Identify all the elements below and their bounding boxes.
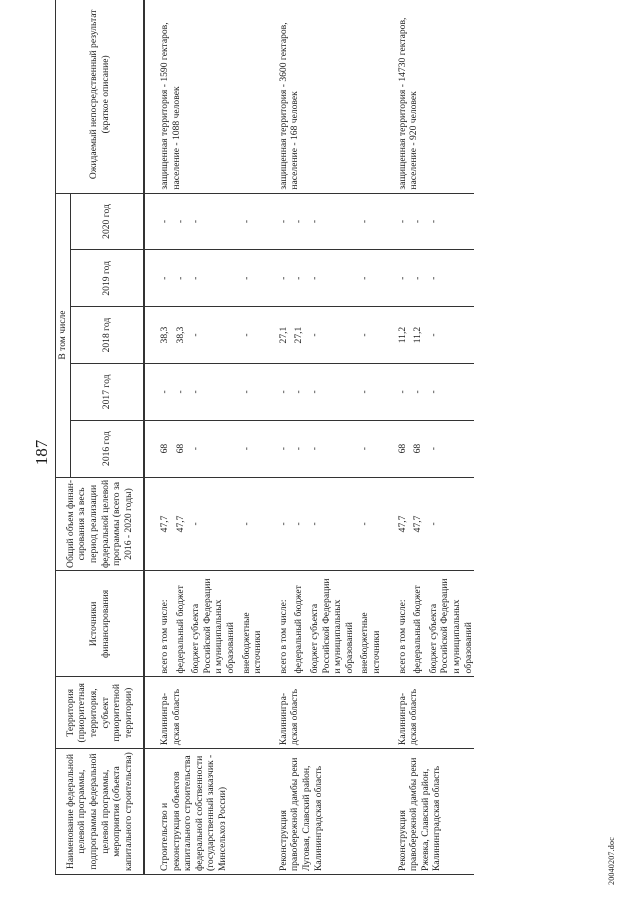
row-source: бюджет субъекта Российской Федерации и муниципальных образований xyxy=(186,571,236,677)
table-row xyxy=(144,0,171,875)
row-value-y2017: - xyxy=(355,363,382,420)
row-value-y2018: 27,1 xyxy=(264,307,290,364)
row-source: федеральный бюджет xyxy=(171,571,187,677)
row-name: Реконструкция правобережной дамбы реки Луговая, Славский район, Калининградская область xyxy=(264,749,383,875)
row-value-y2018: 11,2 xyxy=(408,307,424,364)
row-value-y2020: - xyxy=(383,193,409,250)
row-value-y2019: - xyxy=(408,250,424,307)
row-value-y2018: - xyxy=(424,307,474,364)
row-source: внебюджетные источники xyxy=(237,571,264,677)
row-value-total: 47,7 xyxy=(144,477,171,571)
header-total: Общий объем финан-сирования за весь период реализации федеральной целевой программы (всего за 2016 - 2020 годы) xyxy=(56,477,145,571)
row-value-y2019: - xyxy=(186,250,236,307)
row-value-y2016: - xyxy=(355,420,382,477)
row-value-y2019: - xyxy=(237,250,264,307)
header-including: В том числе xyxy=(56,193,71,477)
row-territory: Калинингра-дская область xyxy=(264,677,383,749)
row-value-y2018: - xyxy=(305,307,355,364)
row-value-y2017: - xyxy=(305,363,355,420)
row-value-total: 47,7 xyxy=(171,477,187,571)
row-value-y2017: - xyxy=(408,363,424,420)
row-value-y2016: 68 xyxy=(144,420,171,477)
header-territory: Территория (приоритетная территория, субъект приоритетной территории) xyxy=(56,677,145,749)
row-value-y2017: - xyxy=(424,363,474,420)
row-value-y2016: 68 xyxy=(383,420,409,477)
row-value-y2018: 11,2 xyxy=(383,307,409,364)
row-value-y2020: - xyxy=(408,193,424,250)
row-value-total: - xyxy=(237,477,264,571)
table-row xyxy=(264,0,290,875)
row-value-y2020: - xyxy=(171,193,187,250)
row-result: защищенная территория - 3600 гектаров, население - 168 человек xyxy=(264,0,383,193)
row-value-y2016: - xyxy=(305,420,355,477)
row-source: федеральный бюджет xyxy=(408,571,424,677)
row-value-y2019: - xyxy=(355,250,382,307)
row-value-y2018: - xyxy=(355,307,382,364)
row-value-y2016: 68 xyxy=(171,420,187,477)
header-name: Наименование федеральной целевой программы, подпрограммы федеральной целевой программы, мероприятия (объекта капитального строительства) xyxy=(56,749,145,875)
row-value-y2018: 27,1 xyxy=(289,307,305,364)
row-value-y2019: - xyxy=(289,250,305,307)
row-result: защищенная территория - 1590 гектаров, население - 1088 человек xyxy=(144,0,264,193)
row-value-y2016: - xyxy=(289,420,305,477)
page-number: 187 xyxy=(32,439,51,466)
row-source: всего в том числе: xyxy=(144,571,171,677)
row-value-y2019: - xyxy=(305,250,355,307)
row-source: бюджет субъекта Российской Федерации и муниципальных образований xyxy=(305,571,355,677)
row-value-y2019: - xyxy=(264,250,290,307)
header-year: 2019 год xyxy=(70,250,144,307)
row-value-y2017: - xyxy=(186,363,236,420)
row-source: бюджет субъекта Российской Федерации и муниципальных образований xyxy=(424,571,474,677)
row-value-y2018: - xyxy=(237,307,264,364)
row-value-y2019: - xyxy=(144,250,171,307)
row-value-y2017: - xyxy=(171,363,187,420)
row-value-y2019: - xyxy=(383,250,409,307)
row-name: Строительство и реконструкция объектов капитального строительства федеральной собственности (государственный заказчик - Минсельхоз России) xyxy=(144,749,264,875)
header-result: Ожидаемый непосредственный результат (краткое описание) xyxy=(56,0,145,193)
table-row xyxy=(383,0,409,875)
header-year: 2020 год xyxy=(70,193,144,250)
row-value-y2019: - xyxy=(171,250,187,307)
row-territory: Калинингра-дская область xyxy=(383,677,475,749)
row-value-total: - xyxy=(289,477,305,571)
row-value-y2020: - xyxy=(237,193,264,250)
row-value-total: - xyxy=(264,477,290,571)
footer-filename: 20040207.doc xyxy=(607,837,616,885)
row-value-y2019: - xyxy=(424,250,474,307)
row-value-y2020: - xyxy=(289,193,305,250)
header-year: 2016 год xyxy=(70,420,144,477)
row-value-y2020: - xyxy=(264,193,290,250)
row-value-y2018: 38,3 xyxy=(144,307,171,364)
row-name: Реконструкция правобережной дамбы реки Ржевка, Славский район, Калининградская область xyxy=(383,749,475,875)
row-source: внебюджетные источники xyxy=(355,571,382,677)
row-value-y2018: 38,3 xyxy=(171,307,187,364)
row-value-y2020: - xyxy=(305,193,355,250)
row-value-y2017: - xyxy=(289,363,305,420)
row-value-total: - xyxy=(355,477,382,571)
row-value-y2020: - xyxy=(355,193,382,250)
row-value-y2016: - xyxy=(237,420,264,477)
row-territory: Калинингра-дская область xyxy=(144,677,264,749)
row-value-total: - xyxy=(424,477,474,571)
header-year: 2017 год xyxy=(70,363,144,420)
header-sources: Источники финансирования xyxy=(56,571,145,677)
row-value-y2016: - xyxy=(186,420,236,477)
row-value-y2016: - xyxy=(424,420,474,477)
row-source: всего в том числе: xyxy=(383,571,409,677)
row-value-y2018: - xyxy=(186,307,236,364)
row-value-y2016: - xyxy=(264,420,290,477)
header-year: 2018 год xyxy=(70,307,144,364)
row-result: защищенная территория - 14730 гектаров, население - 920 человек xyxy=(383,0,475,193)
row-value-y2016: 68 xyxy=(408,420,424,477)
row-value-total: - xyxy=(186,477,236,571)
row-source: федеральный бюджет xyxy=(289,571,305,677)
row-value-y2017: - xyxy=(237,363,264,420)
row-value-y2020: - xyxy=(424,193,474,250)
row-value-total: 47,7 xyxy=(383,477,409,571)
row-value-total: 47,7 xyxy=(408,477,424,571)
row-source: всего в том числе: xyxy=(264,571,290,677)
row-value-y2020: - xyxy=(144,193,171,250)
row-value-y2017: - xyxy=(383,363,409,420)
row-value-y2017: - xyxy=(144,363,171,420)
row-value-total: - xyxy=(305,477,355,571)
row-value-y2017: - xyxy=(264,363,290,420)
row-value-y2020: - xyxy=(186,193,236,250)
program-table xyxy=(55,0,474,875)
